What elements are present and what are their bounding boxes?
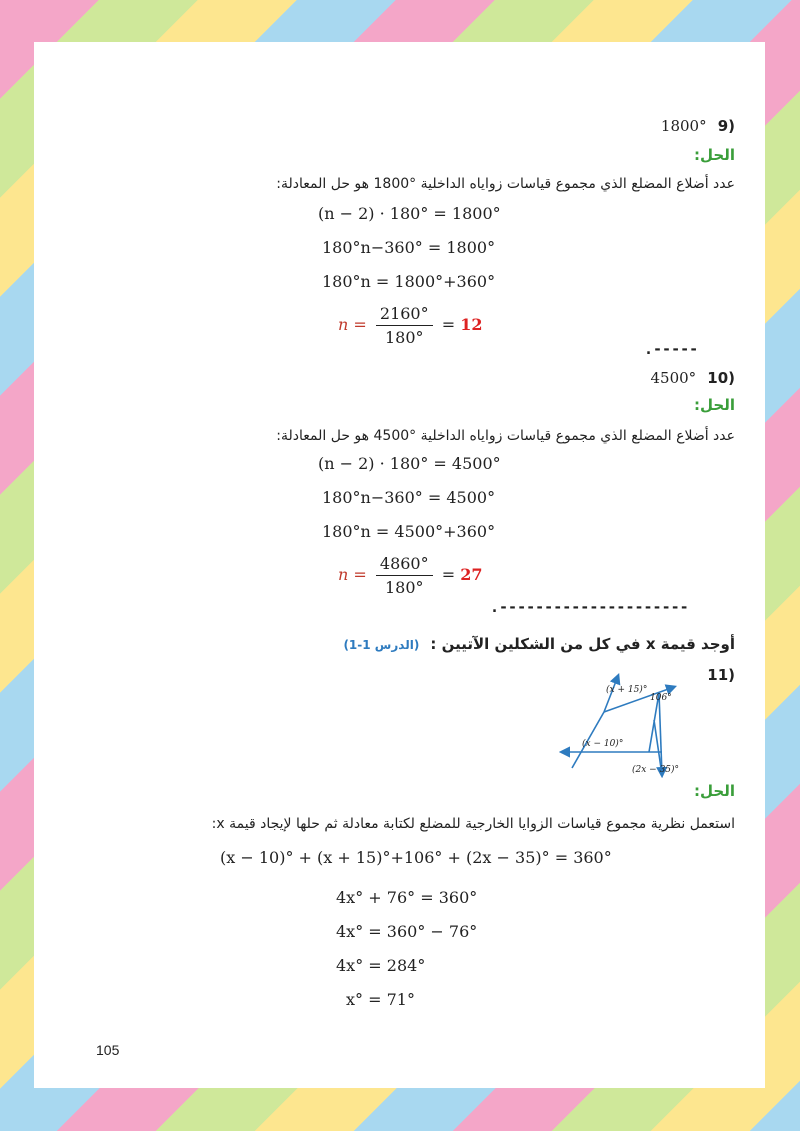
- question-11-equation-3: 4x° = 360° − 76°: [336, 922, 478, 941]
- question-10-equation-4: [338, 554, 482, 597]
- question-9-answer: 12: [460, 315, 483, 334]
- label-bottom: (2x − 35)°: [632, 765, 680, 775]
- question-10-fraction-denominator: 180°: [384, 578, 424, 597]
- question-11-equation-2: 4x° + 76° = 360°: [336, 888, 478, 907]
- question-9-fraction: [376, 304, 433, 347]
- polygon-figure: [544, 670, 684, 780]
- page: [34, 42, 765, 1088]
- question-9-equation-3: 180°n = 1800°+360°: [322, 272, 496, 291]
- question-9-number: (9: [717, 117, 735, 135]
- question-9-equation-2: 180°n−360° = 1800°: [322, 238, 496, 257]
- question-9-solution-label: الحل:: [694, 146, 735, 164]
- task-heading-text: أوجد قيمة x في كل من الشكلين الآتيين :: [430, 635, 735, 653]
- question-9-eq4-equals: =: [441, 315, 456, 334]
- separator-1: .-----: [644, 340, 699, 358]
- question-10-value: 4500°: [650, 369, 697, 387]
- task-heading: [343, 634, 735, 653]
- question-9-fraction-numerator: 2160°: [376, 304, 433, 326]
- question-10-number: (10: [707, 369, 735, 387]
- question-9-equation-1: (n − 2) · 180° = 1800°: [318, 204, 501, 223]
- separator-2: .---------------------: [490, 598, 689, 616]
- label-top-left: (x + 15)°: [606, 685, 648, 695]
- label-top-right: 106°: [650, 693, 672, 703]
- question-11-number: (11: [707, 666, 735, 684]
- question-9-header: [661, 116, 735, 135]
- question-9-fraction-denominator: 180°: [384, 328, 424, 347]
- question-10-equation-1: (n − 2) · 180° = 4500°: [318, 454, 501, 473]
- lesson-reference: (الدرس 1-1): [343, 638, 420, 652]
- question-10-eq4-equals: =: [441, 565, 456, 584]
- question-10-eq4-lhs: n =: [338, 565, 367, 584]
- question-11-equation-1: (x − 10)° + (x + 15)°+106° + (2x − 35)° = 360°: [220, 848, 612, 867]
- question-11-solution-label: الحل:: [694, 782, 735, 800]
- page-number: 105: [96, 1042, 120, 1058]
- question-10-fraction-numerator: 4860°: [376, 554, 433, 576]
- question-11-statement: استعمل نظرية مجموع قياسات الزوايا الخارجية للمضلع لكتابة معادلة ثم حلها لإيجاد قيمة x:: [211, 816, 735, 832]
- question-10-fraction: [376, 554, 433, 597]
- question-10-statement: عدد أضلاع المضلع الذي مجموع قياسات زواياه الداخلية °4500 هو حل المعادلة:: [276, 428, 735, 444]
- question-9-statement: عدد أضلاع المضلع الذي مجموع قياسات زواياه الداخلية °1800 هو حل المعادلة:: [276, 176, 735, 192]
- question-9-value: 1800°: [660, 117, 707, 135]
- question-9-eq4-lhs: n =: [338, 315, 367, 334]
- question-11-equation-4: 4x° = 284°: [336, 956, 426, 975]
- question-10-header: [650, 368, 735, 387]
- label-left: (x − 10)°: [582, 739, 624, 749]
- question-10-answer: 27: [460, 565, 483, 584]
- question-10-solution-label: الحل:: [694, 396, 735, 414]
- question-10-equation-3: 180°n = 4500°+360°: [322, 522, 496, 541]
- question-9-equation-4: [338, 304, 482, 347]
- question-10-equation-2: 180°n−360° = 4500°: [322, 488, 496, 507]
- question-11-equation-5: x° = 71°: [346, 990, 415, 1009]
